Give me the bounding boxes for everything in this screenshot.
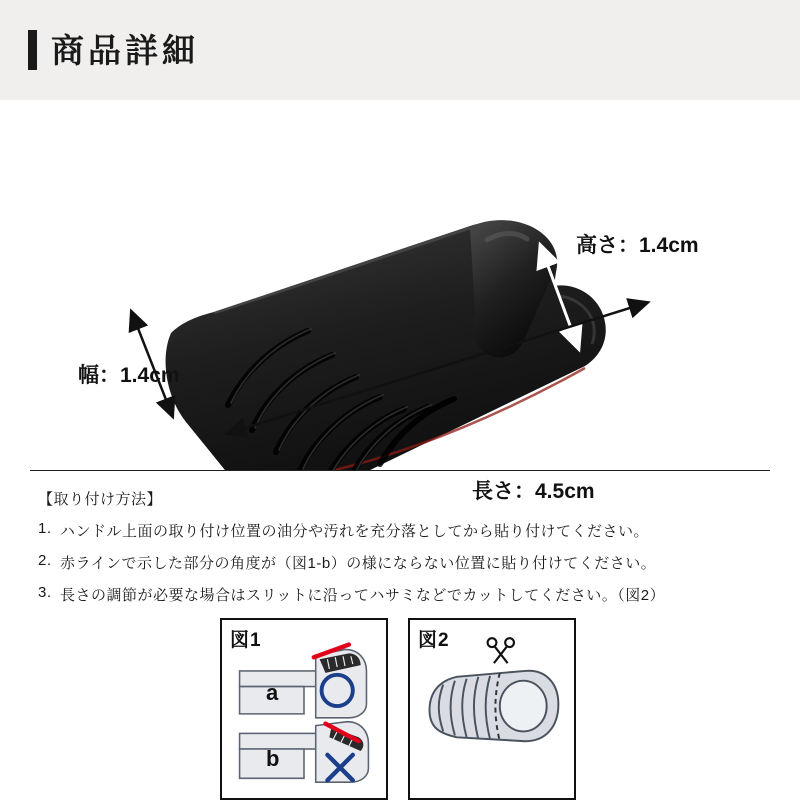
instruction-text: 長さの調節が必要な場合はスリットに沿ってハサミなどでカットしてください。（図2） — [60, 587, 666, 604]
instructions-title: 【取り付け方法】 — [38, 491, 163, 508]
dimension-label-width: 幅：1.4cm — [78, 364, 180, 387]
figure-1-row-b — [240, 722, 369, 783]
product-illustration — [0, 100, 800, 470]
header-accent-bar — [28, 30, 37, 70]
instruction-number: 3. — [38, 584, 52, 601]
figure-2-label: 図2 — [418, 630, 450, 651]
instruction-item — [38, 584, 768, 605]
dimension-label-height: 高さ：1.4cm — [576, 234, 699, 257]
figures-row — [220, 618, 580, 800]
instruction-number: 1. — [38, 520, 52, 537]
instructions-block — [38, 488, 768, 616]
dimension-label-length: 長さ：4.5cm — [472, 480, 595, 503]
figure-2-box — [408, 618, 576, 800]
page-header — [0, 0, 800, 100]
page-title: 商品詳細 — [51, 31, 199, 69]
figure-1-row-a-label: a — [266, 680, 279, 705]
page-header-inner — [28, 30, 199, 70]
figure-1-illustration — [222, 620, 386, 798]
section-divider — [30, 470, 770, 471]
figure-2-illustration — [410, 620, 574, 798]
scissors-icon — [488, 638, 514, 663]
figure-1-row-a — [240, 645, 367, 718]
figure-1-label: 図1 — [230, 630, 262, 651]
instruction-text: ハンドル上面の取り付け位置の油分や汚れを充分落としてから貼り付けてください。 — [60, 523, 650, 540]
instruction-item — [38, 520, 768, 541]
figure-1-box — [220, 618, 388, 800]
instruction-item — [38, 552, 768, 573]
instruction-text: 赤ラインで示した部分の角度が（図1-b）の様にならない位置に貼り付けてください。 — [60, 555, 657, 572]
figure-1-row-b-label: b — [266, 746, 280, 771]
instruction-number: 2. — [38, 552, 52, 569]
